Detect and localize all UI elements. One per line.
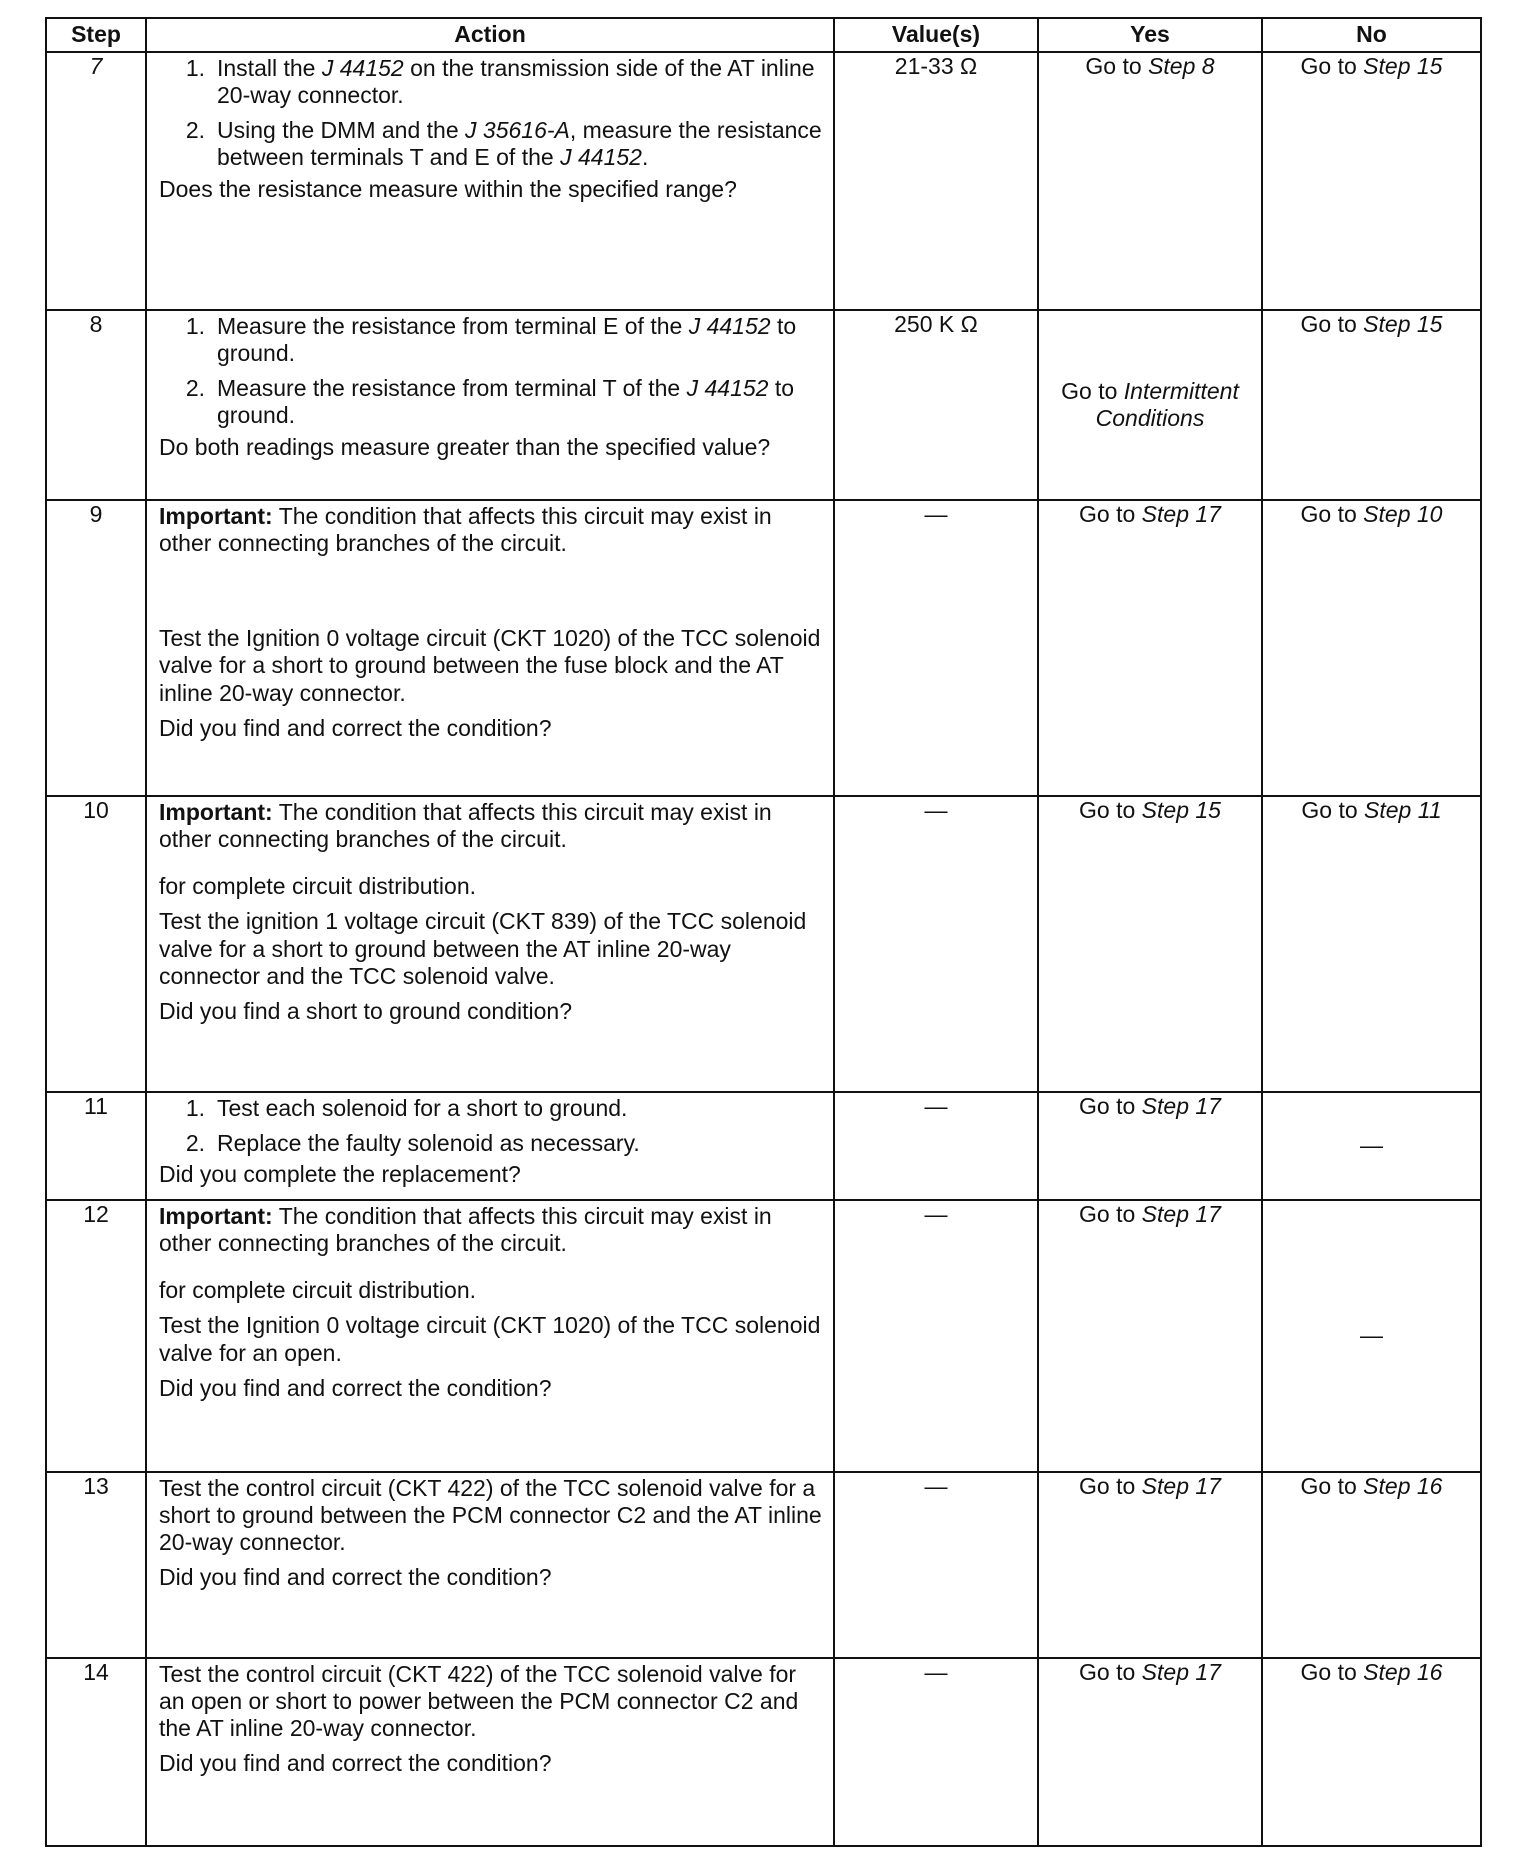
step-number: 8 bbox=[46, 310, 146, 500]
list-item: 1. Install the J 44152 on the transmission side of the AT inline 20-way connector. bbox=[185, 55, 815, 109]
goto-ref: Step 17 bbox=[1141, 1093, 1221, 1119]
action-cell bbox=[146, 52, 834, 310]
table-row bbox=[46, 310, 1481, 500]
goto-prefix: Go to bbox=[1300, 53, 1357, 79]
important-label: Important: bbox=[159, 1203, 273, 1229]
action-cell bbox=[146, 1658, 834, 1846]
goto-prefix: Go to bbox=[1079, 501, 1136, 527]
value-cell: — bbox=[834, 1200, 1038, 1472]
value-cell: 250 K Ω bbox=[834, 310, 1038, 500]
important-note: Important: The condition that affects this circuit may exist in other connecting branches of the circuit. bbox=[159, 799, 772, 853]
note-text: for complete circuit distribution. bbox=[159, 1277, 477, 1304]
table-row bbox=[46, 1658, 1481, 1846]
goto-prefix: Go to bbox=[1079, 797, 1136, 823]
goto-prefix: Go to bbox=[1079, 1659, 1136, 1685]
question-text: Did you complete the replacement? bbox=[159, 1161, 521, 1188]
table-row bbox=[46, 1092, 1481, 1200]
yes-cell bbox=[1038, 1472, 1262, 1658]
goto-prefix: Go to bbox=[1079, 1201, 1136, 1227]
header-step: Step bbox=[46, 18, 146, 52]
value-cell: — bbox=[834, 796, 1038, 1092]
question-text: Did you find and correct the condition? bbox=[159, 1750, 552, 1777]
question-text: Does the resistance measure within the specified range? bbox=[159, 175, 737, 202]
goto-prefix: Go to bbox=[1300, 1473, 1357, 1499]
header-yes: Yes bbox=[1038, 18, 1262, 52]
no-cell bbox=[1262, 310, 1481, 500]
list-item: 2. Measure the resistance from terminal T of the J 44152 to ground. bbox=[185, 375, 795, 429]
yes-cell bbox=[1038, 1658, 1262, 1846]
yes-cell bbox=[1038, 52, 1262, 310]
action-text: Test the control circuit (CKT 422) of the TCC solenoid valve for an open or short to power between the PCM connector C2 and the AT inline 20-way connector. bbox=[159, 1661, 799, 1742]
list-item: 1. Measure the resistance from terminal E of the J 44152 to ground. bbox=[185, 313, 797, 367]
action-cell bbox=[146, 796, 834, 1092]
step-number: 11 bbox=[46, 1092, 146, 1200]
no-cell bbox=[1262, 1092, 1481, 1200]
goto-prefix: Go to bbox=[1079, 1473, 1136, 1499]
dash-text: — bbox=[1360, 1322, 1383, 1349]
step-number: 7 bbox=[46, 52, 146, 310]
table-row bbox=[46, 1200, 1481, 1472]
value-cell: 21-33 Ω bbox=[834, 52, 1038, 310]
question-text: Do both readings measure greater than the specified value? bbox=[159, 433, 771, 460]
goto-ref: Step 16 bbox=[1363, 1473, 1443, 1499]
question-text: Did you find and correct the condition? bbox=[159, 1374, 552, 1401]
goto-ref: Step 16 bbox=[1363, 1659, 1443, 1685]
table-row bbox=[46, 1472, 1481, 1658]
important-note: Important: The condition that affects this circuit may exist in other connecting branches of the circuit. bbox=[159, 503, 772, 557]
goto-prefix: Go to bbox=[1300, 311, 1357, 337]
no-cell bbox=[1262, 796, 1481, 1092]
step-number: 13 bbox=[46, 1472, 146, 1658]
goto-ref: Step 8 bbox=[1148, 53, 1215, 79]
important-note: Important: The condition that affects this circuit may exist in other connecting branches of the circuit. bbox=[159, 1203, 772, 1257]
goto-prefix: Go to bbox=[1301, 797, 1358, 823]
action-cell bbox=[146, 1092, 834, 1200]
yes-cell bbox=[1038, 796, 1262, 1092]
goto-ref: Intermittent Conditions bbox=[1095, 377, 1239, 431]
no-cell bbox=[1262, 500, 1481, 796]
step-number: 9 bbox=[46, 500, 146, 796]
question-text: Did you find a short to ground condition? bbox=[159, 997, 572, 1024]
goto-ref: Step 15 bbox=[1363, 53, 1443, 79]
header-no: No bbox=[1262, 18, 1481, 52]
goto-ref: Step 15 bbox=[1141, 797, 1221, 823]
list-item: 2. Using the DMM and the J 35616-A, measure the resistance between terminals T and E of the J 44152. bbox=[185, 117, 822, 171]
goto-prefix: Go to bbox=[1300, 1659, 1357, 1685]
table-row bbox=[46, 796, 1481, 1092]
note-text: for complete circuit distribution. bbox=[159, 873, 477, 900]
dash-text: — bbox=[1360, 1132, 1383, 1159]
important-label: Important: bbox=[159, 503, 273, 529]
yes-cell bbox=[1038, 500, 1262, 796]
goto-prefix: Go to bbox=[1061, 377, 1118, 404]
no-cell bbox=[1262, 1658, 1481, 1846]
table-row bbox=[46, 52, 1481, 310]
question-text: Did you find and correct the condition? bbox=[159, 1564, 552, 1591]
question-text: Did you find and correct the condition? bbox=[159, 714, 552, 741]
goto-prefix: Go to bbox=[1079, 1093, 1136, 1119]
action-cell bbox=[146, 1200, 834, 1472]
diagnostic-table bbox=[45, 17, 1482, 1847]
goto-ref: Step 17 bbox=[1141, 1201, 1221, 1227]
no-cell bbox=[1262, 1472, 1481, 1658]
step-number: 12 bbox=[46, 1200, 146, 1472]
list-item: 1. Test each solenoid for a short to ground. bbox=[185, 1095, 628, 1121]
action-text: Test the Ignition 0 voltage circuit (CKT 1020) of the TCC solenoid valve for an open. bbox=[159, 1312, 821, 1366]
goto-prefix: Go to bbox=[1085, 53, 1142, 79]
goto-ref: Step 11 bbox=[1364, 797, 1442, 823]
important-label: Important: bbox=[159, 799, 273, 825]
yes-cell bbox=[1038, 1200, 1262, 1472]
goto-ref: Step 17 bbox=[1141, 501, 1221, 527]
no-cell bbox=[1262, 52, 1481, 310]
list-item: 2. Replace the faulty solenoid as necessary. bbox=[185, 1130, 640, 1157]
header-row bbox=[46, 18, 1481, 52]
action-text: Test the ignition 1 voltage circuit (CKT 839) of the TCC solenoid valve for a short to ground between the AT inline 20-way connector and the TCC solenoid valve. bbox=[159, 908, 807, 989]
step-number: 14 bbox=[46, 1658, 146, 1846]
action-text: Test the Ignition 0 voltage circuit (CKT 1020) of the TCC solenoid valve for a short to ground between the fuse block and the AT inline 20-way connector. bbox=[159, 625, 821, 706]
yes-cell bbox=[1038, 310, 1262, 500]
value-cell: — bbox=[834, 1658, 1038, 1846]
header-values: Value(s) bbox=[834, 18, 1038, 52]
goto-ref: Step 17 bbox=[1141, 1473, 1221, 1499]
step-number: 10 bbox=[46, 796, 146, 1092]
value-cell: — bbox=[834, 1092, 1038, 1200]
action-text: Test the control circuit (CKT 422) of the TCC solenoid valve for a short to ground between the PCM connector C2 and the AT inline 20-way connector. bbox=[159, 1475, 822, 1556]
value-cell: — bbox=[834, 1472, 1038, 1658]
goto-prefix: Go to bbox=[1300, 501, 1357, 527]
yes-cell bbox=[1038, 1092, 1262, 1200]
no-cell bbox=[1262, 1200, 1481, 1472]
table-row bbox=[46, 500, 1481, 796]
action-cell bbox=[146, 310, 834, 500]
goto-ref: Step 17 bbox=[1141, 1659, 1221, 1685]
header-action: Action bbox=[146, 18, 834, 52]
value-cell: — bbox=[834, 500, 1038, 796]
goto-ref: Step 10 bbox=[1363, 501, 1443, 527]
goto-ref: Step 15 bbox=[1363, 311, 1443, 337]
action-cell bbox=[146, 500, 834, 796]
action-cell bbox=[146, 1472, 834, 1658]
